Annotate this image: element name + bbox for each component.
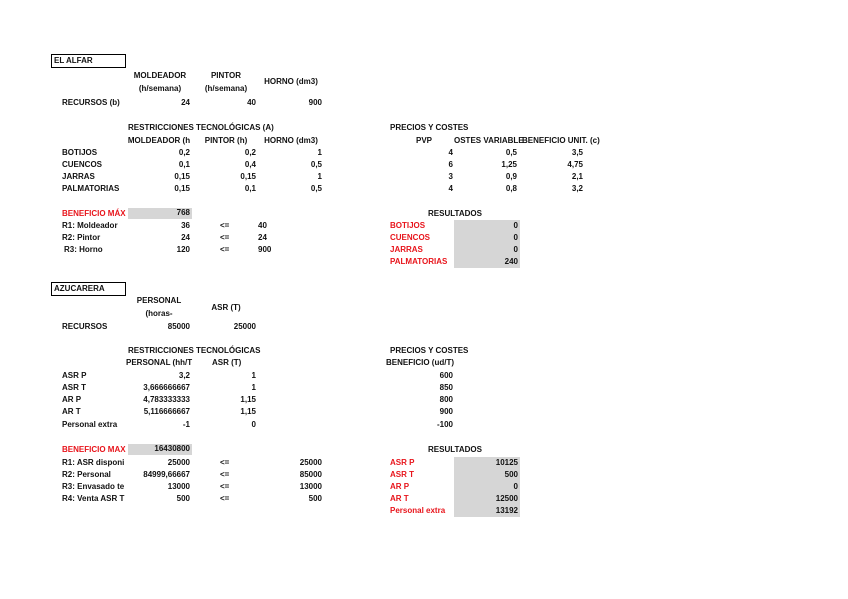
beneficio-cell: 600	[439, 371, 453, 380]
resultado-value: 500	[454, 469, 520, 481]
resultados-title: RESULTADOS	[428, 209, 482, 218]
precios-header-costes: OSTES VARIABLE	[454, 136, 524, 145]
col-header-moldeador-unit: (h/semana)	[138, 84, 182, 93]
constraint-op: <=	[220, 233, 230, 242]
resultado-label: CUENCOS	[390, 233, 431, 242]
restr-row-label: ASR T	[62, 383, 86, 392]
precios-title: PRECIOS Y COSTES	[390, 123, 469, 132]
constraint-lhs: 24	[181, 233, 190, 242]
restr-header-personal: PERSONAL (hh/T	[126, 358, 193, 367]
restr-cell: 0,5	[310, 184, 322, 193]
constraint-op: <=	[220, 221, 230, 230]
precio-cell: 0,5	[505, 148, 517, 157]
restr-cell: 0,15	[174, 184, 190, 193]
beneficio-cell: 850	[439, 383, 453, 392]
restr-cell: -1	[182, 420, 190, 429]
restr-cell: 0,1	[178, 160, 190, 169]
restr-header-pintor: PINTOR (h)	[204, 136, 248, 145]
beneficio-cell: 800	[439, 395, 453, 404]
precio-cell: 4,75	[567, 160, 583, 169]
restr-cell: 0	[251, 420, 256, 429]
recursos-personal: 85000	[167, 322, 190, 331]
resultado-label: BOTIJOS	[390, 221, 426, 230]
resultado-value: 0	[454, 232, 520, 244]
restr-cell: 1,15	[240, 395, 256, 404]
resultado-value: 13192	[454, 505, 520, 517]
resultado-label: ASR T	[390, 470, 414, 479]
resultado-label: AR T	[390, 494, 409, 503]
precios-header-beneficio: BENEFICIO (ud/T)	[386, 358, 454, 367]
recursos-moldeador: 24	[181, 98, 190, 107]
constraint-rhs: 40	[258, 221, 267, 230]
beneficio-max-label: BENEFICIO MAX	[62, 445, 126, 454]
resultado-value: 10125	[454, 457, 520, 469]
precio-cell: 0,8	[505, 184, 517, 193]
precio-cell: 3	[448, 172, 453, 181]
precios-header-beneficio: BENEFICIO UNIT. (c)	[522, 136, 600, 145]
resultado-label: Personal extra	[390, 506, 446, 515]
constraint-rhs: 25000	[299, 458, 322, 467]
restr-cell: 3,666666667	[143, 383, 190, 392]
restr-cell: 0,2	[178, 148, 190, 157]
constraint-label: R3: Envasado te	[62, 482, 125, 491]
col-header-pintor: PINTOR	[210, 71, 242, 80]
restr-row-label: PALMATORIAS	[62, 184, 120, 193]
precio-cell: 3,2	[571, 184, 583, 193]
col-header-asr: ASR (T)	[211, 303, 241, 312]
constraint-label: R3: Horno	[64, 245, 103, 254]
constraint-rhs: 85000	[299, 470, 322, 479]
restr-cell: 0,1	[244, 184, 256, 193]
col-header-personal-unit: (horas-	[145, 309, 173, 318]
resultado-label: JARRAS	[390, 245, 423, 254]
constraint-label: R4: Venta ASR T	[62, 494, 125, 503]
resultado-value: 0	[454, 244, 520, 256]
constraint-op: <=	[220, 245, 230, 254]
restr-header-horno: HORNO (dm3)	[264, 136, 318, 145]
constraint-lhs: 84999,66667	[143, 470, 190, 479]
restricciones-title: RESTRICCIONES TECNOLÓGICAS (A)	[128, 123, 274, 132]
beneficio-cell: -100	[436, 420, 453, 429]
restr-row-label: BOTIJOS	[62, 148, 98, 157]
restr-row-label: JARRAS	[62, 172, 95, 181]
restr-cell: 1	[251, 371, 256, 380]
restr-row-label: AR T	[62, 407, 81, 416]
constraint-rhs: 900	[258, 245, 272, 254]
restr-cell: 1	[317, 148, 322, 157]
restr-cell: 0,15	[174, 172, 190, 181]
restr-row-label: ASR P	[62, 371, 87, 380]
resultado-value: 0	[454, 220, 520, 232]
constraint-rhs: 13000	[299, 482, 322, 491]
constraint-label: R2: Pintor	[62, 233, 101, 242]
section-title-el-alfar: EL ALFAR	[51, 54, 126, 68]
precio-cell: 0,9	[505, 172, 517, 181]
restr-cell: 3,2	[178, 371, 190, 380]
precios-title: PRECIOS Y COSTES	[390, 346, 469, 355]
restr-cell: 0,4	[244, 160, 256, 169]
col-header-horno: HORNO (dm3)	[264, 77, 318, 86]
restr-cell: 5,116666667	[143, 407, 190, 416]
precio-cell: 6	[448, 160, 453, 169]
precio-cell: 1,25	[501, 160, 517, 169]
resultados-title: RESULTADOS	[428, 445, 482, 454]
recursos-horno: 900	[308, 98, 322, 107]
constraint-lhs: 13000	[167, 482, 190, 491]
precio-cell: 2,1	[571, 172, 583, 181]
precio-cell: 4	[448, 148, 453, 157]
constraint-op: <=	[220, 458, 230, 467]
restr-header-asr: ASR (T)	[212, 358, 242, 367]
constraint-op: <=	[220, 482, 230, 491]
restr-cell: 1	[317, 172, 322, 181]
restr-cell: 0,15	[240, 172, 256, 181]
constraint-op: <=	[220, 470, 230, 479]
resultado-value: 0	[454, 481, 520, 493]
recursos-asr: 25000	[233, 322, 256, 331]
col-header-pintor-unit: (h/semana)	[204, 84, 248, 93]
constraint-rhs: 500	[308, 494, 322, 503]
restr-cell: 1	[251, 383, 256, 392]
recursos-pintor: 40	[247, 98, 256, 107]
constraint-lhs: 36	[181, 221, 190, 230]
resultado-label: PALMATORIAS	[390, 257, 448, 266]
recursos-label: RECURSOS	[62, 322, 108, 331]
restr-row-label: CUENCOS	[62, 160, 103, 169]
resultado-label: ASR P	[390, 458, 415, 467]
restr-row-label: Personal extra	[62, 420, 118, 429]
resultado-value: 240	[454, 256, 520, 268]
precios-header-pvp: PVP	[415, 136, 432, 145]
constraint-op: <=	[220, 494, 230, 503]
beneficio-max-label: BENEFICIO MÁX	[62, 209, 126, 218]
constraint-lhs: 25000	[167, 458, 190, 467]
section-title-azucarera: AZUCARERA	[51, 282, 126, 296]
restr-header-moldeador: MOLDEADOR (h	[127, 136, 191, 145]
resultado-label: AR P	[390, 482, 410, 491]
col-header-personal: PERSONAL	[136, 296, 182, 305]
constraint-lhs: 120	[176, 245, 190, 254]
beneficio-cell: 900	[439, 407, 453, 416]
precio-cell: 3,5	[571, 148, 583, 157]
constraint-label: R1: ASR disponi	[62, 458, 125, 467]
restr-cell: 0,5	[310, 160, 322, 169]
col-header-moldeador: MOLDEADOR	[133, 71, 187, 80]
restr-cell: 4,783333333	[143, 395, 190, 404]
restr-row-label: AR P	[62, 395, 82, 404]
beneficio-max-value: 16430800	[128, 444, 192, 455]
precio-cell: 4	[448, 184, 453, 193]
restricciones-title: RESTRICCIONES TECNOLÓGICAS	[128, 346, 261, 355]
beneficio-max-value: 768	[128, 208, 192, 219]
restr-cell: 1,15	[240, 407, 256, 416]
constraint-label: R2: Personal	[62, 470, 111, 479]
recursos-label: RECURSOS (b)	[62, 98, 120, 107]
constraint-lhs: 500	[176, 494, 190, 503]
resultado-value: 12500	[454, 493, 520, 505]
constraint-rhs: 24	[258, 233, 267, 242]
restr-cell: 0,2	[244, 148, 256, 157]
constraint-label: R1: Moldeador	[62, 221, 118, 230]
